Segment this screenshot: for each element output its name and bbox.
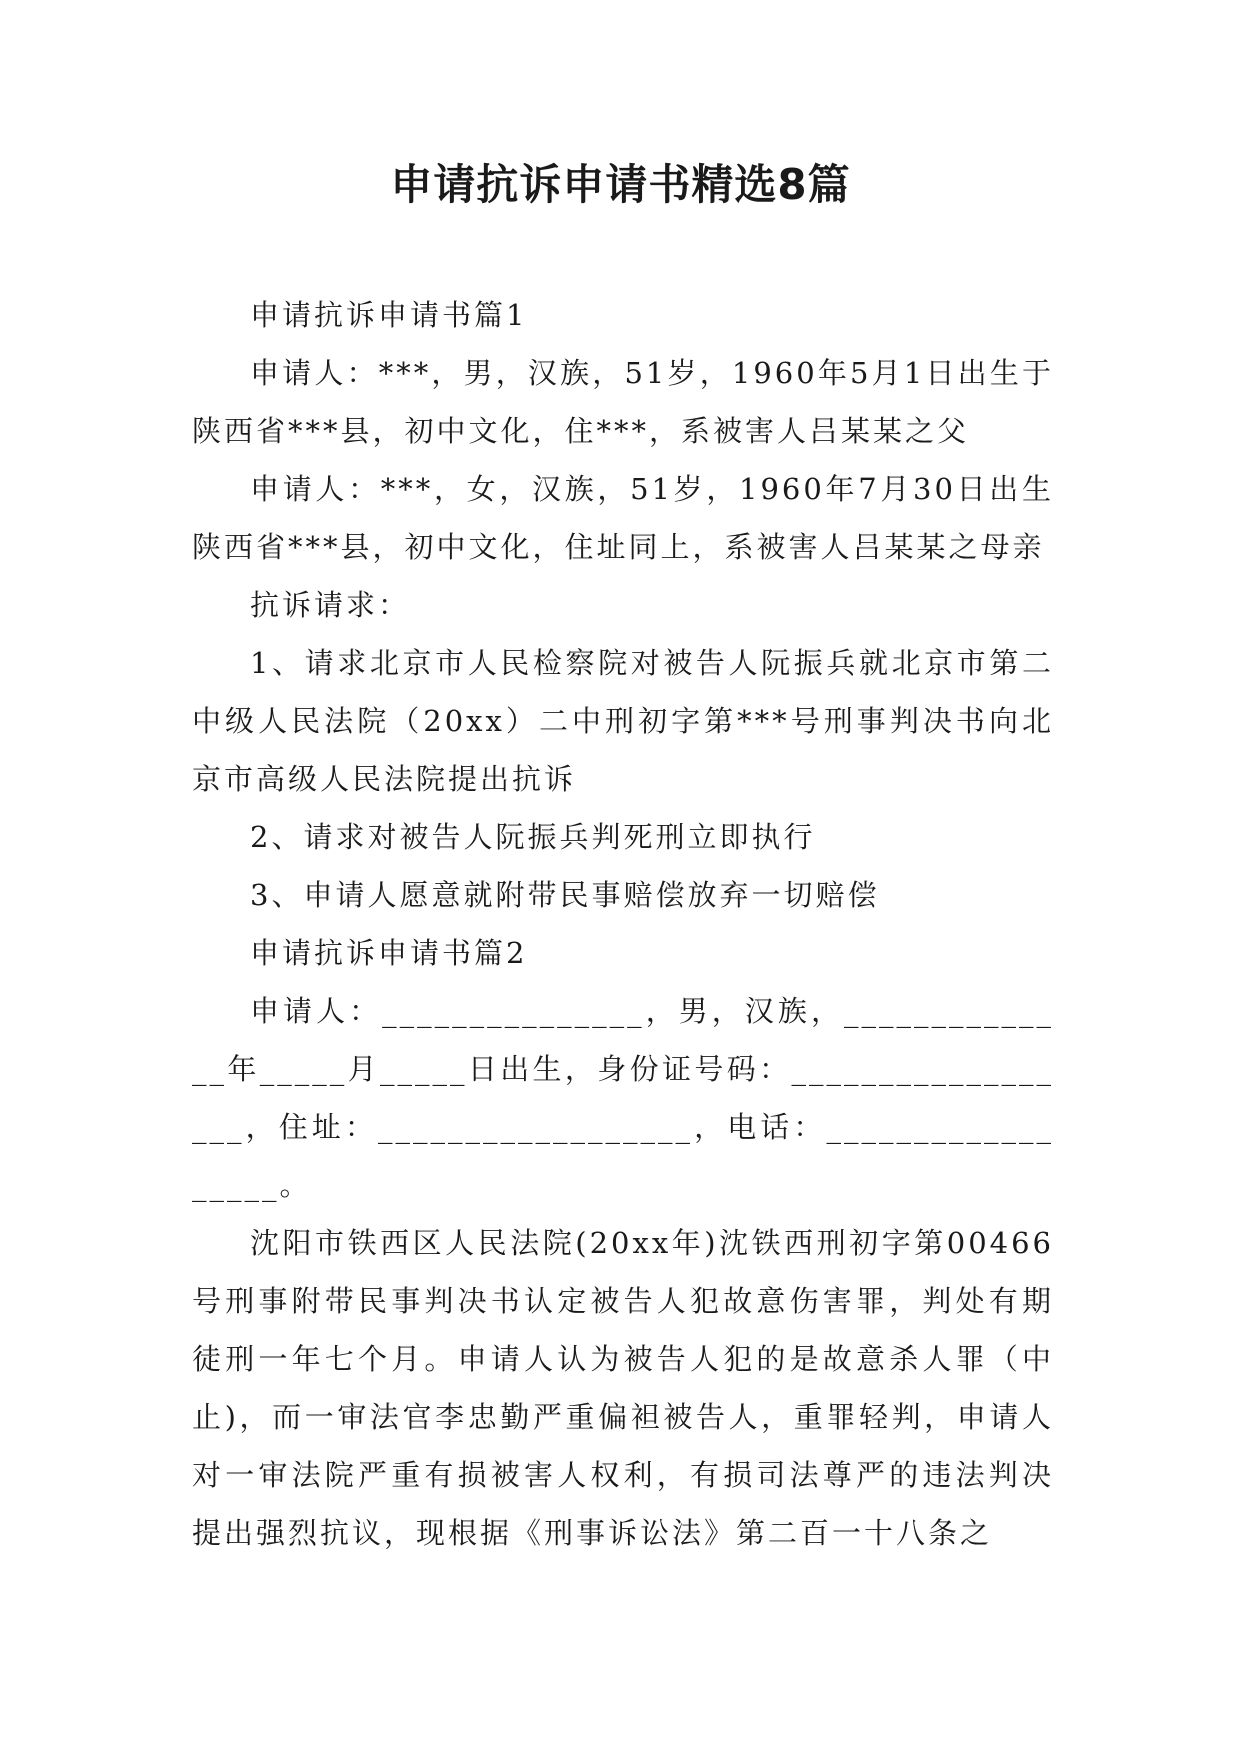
request-item-3: 3、申请人愿意就附带民事赔偿放弃一切赔偿 [250, 878, 880, 912]
judgment-statement-paragraph: 沈阳市铁西区人民法院(20xx年)沈铁西刑初字第00466号刑事附带民事判决书认定被告人犯故意伤害罪，判处有期徒刑一年七个月。申请人认为被告人犯的是故意杀人罪（中止)，而一审法官李忠勤严重偏袒被告人，重罪轻判，申请人对一审法院严重有损被害人权利，有损司法尊严的违法判决提出强烈抗议，现根据《刑事诉讼法》第二百一十八条之 [192, 1226, 1054, 1550]
request-item-1: 1、请求北京市人民检察院对被告人阮振兵就北京市第二中级人民法院（20xx）二中刑初字第***号刑事判决书向北京市高级人民法院提出抗诉 [192, 646, 1054, 796]
section-heading-1: 申请抗诉申请书篇1 [250, 298, 528, 332]
applicant-father-paragraph: 申请人：***，男，汉族，51岁，1960年5月1日出生于陕西省***县，初中文化，住***，系被害人吕某某之父 [192, 356, 1054, 448]
appeal-request-heading: 抗诉请求： [250, 588, 411, 622]
applicant-blank-form-paragraph: 申请人：_______________，男，汉族，______________年_____月_____日出生，身份证号码：__________________，住址：__________________，电话：__________________。 [192, 994, 1054, 1202]
request-item-2: 2、请求对被告人阮振兵判死刑立即执行 [250, 820, 816, 854]
applicant-mother-paragraph: 申请人：***，女，汉族，51岁，1960年7月30日出生陕西省***县，初中文化，住址同上，系被害人吕某某之母亲 [192, 472, 1054, 564]
document-title: 申请抗诉申请书精选8篇 [390, 160, 851, 209]
section-heading-2: 申请抗诉申请书篇2 [250, 936, 528, 970]
document-body [192, 286, 1054, 1562]
